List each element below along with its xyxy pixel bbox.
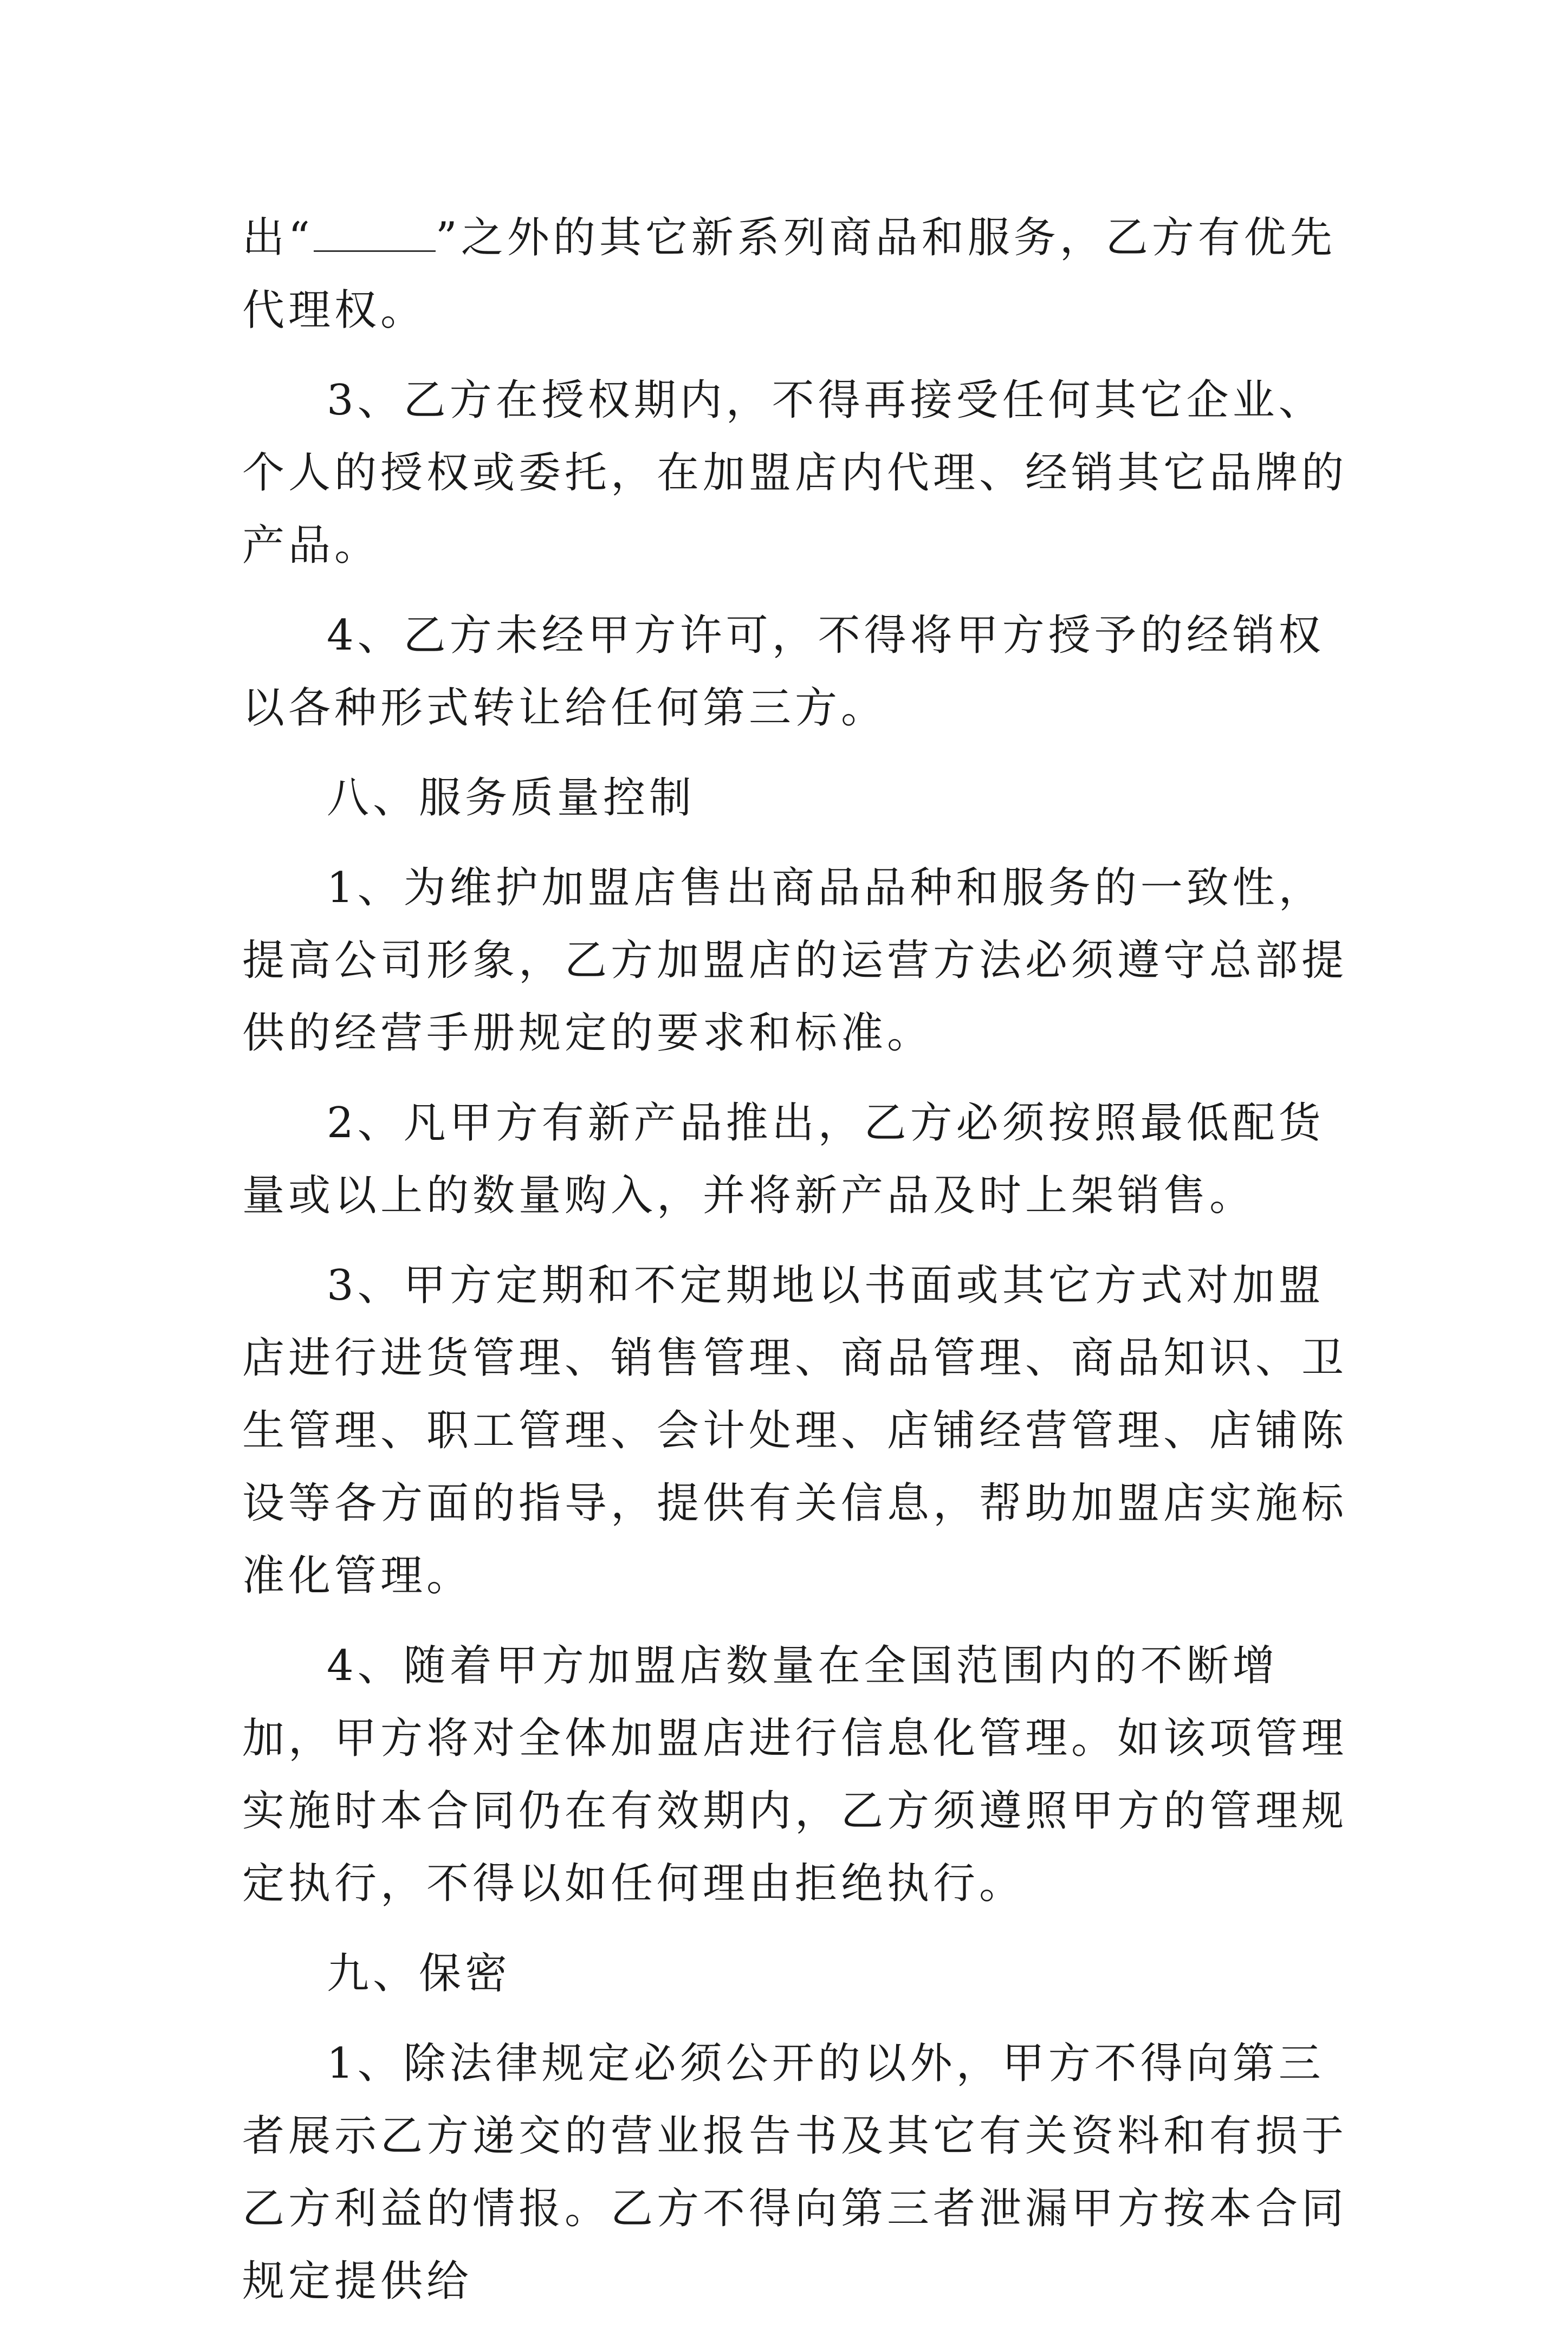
clause-9-1: 1、除法律规定必须公开的以外，甲方不得向第三者展示乙方递交的营业报告书及其它有关资料和有损于乙方利益的情报。乙方不得向第三者泄漏甲方按本合同规定提供给 — [242, 2039, 1348, 2306]
clause-8-1: 1、为维护加盟店售出商品品种和服务的一致性，提高公司形象，乙方加盟店的运营方法必须遵守总部提供的经营手册规定的要求和标准。 — [242, 864, 1348, 1058]
clause-8-4: 4、随着甲方加盟店数量在全国范围内的不断增加，甲方将对全体加盟店进行信息化管理。如该项管理实施时本合同仍在有效期内，乙方须遵照甲方的管理规定执行，不得以如任何理由拒绝执行。 — [242, 1642, 1348, 1908]
section-heading-8: 八、服务质量控制 — [327, 774, 696, 822]
fill-in-blank — [314, 212, 436, 252]
clause-8-3: 3、甲方定期和不定期地以书面或其它方式对加盟店进行进货管理、销售管理、商品管理、商品知识、卫生管理、职工管理、会计处理、店铺经营管理、店铺陈设等各方面的指导，提供有关信息，帮助加盟店实施标准化管理。 — [242, 1261, 1348, 1600]
clause-8-2: 2、凡甲方有新产品推出，乙方必须按照最低配货量或以上的数量购入，并将新产品及时上架销售。 — [242, 1099, 1325, 1220]
document-body — [242, 202, 1347, 2335]
paragraph-text-after-blank: ”之外的其它新系列商品和服务，乙方有优先代理权。 — [242, 213, 1336, 335]
paragraph-continuation — [242, 202, 1347, 347]
clause-7-4: 4、乙方未经甲方许可，不得将甲方授予的经销权以各种形式转让给任何第三方。 — [242, 611, 1325, 732]
clause-7-3: 3、乙方在授权期内，不得再接受任何其它企业、个人的授权或委托，在加盟店内代理、经销其它品牌的产品。 — [242, 376, 1348, 570]
paragraph-text-before-blank: 出“ — [242, 213, 314, 262]
section-heading-9: 九、保密 — [327, 1949, 511, 1998]
